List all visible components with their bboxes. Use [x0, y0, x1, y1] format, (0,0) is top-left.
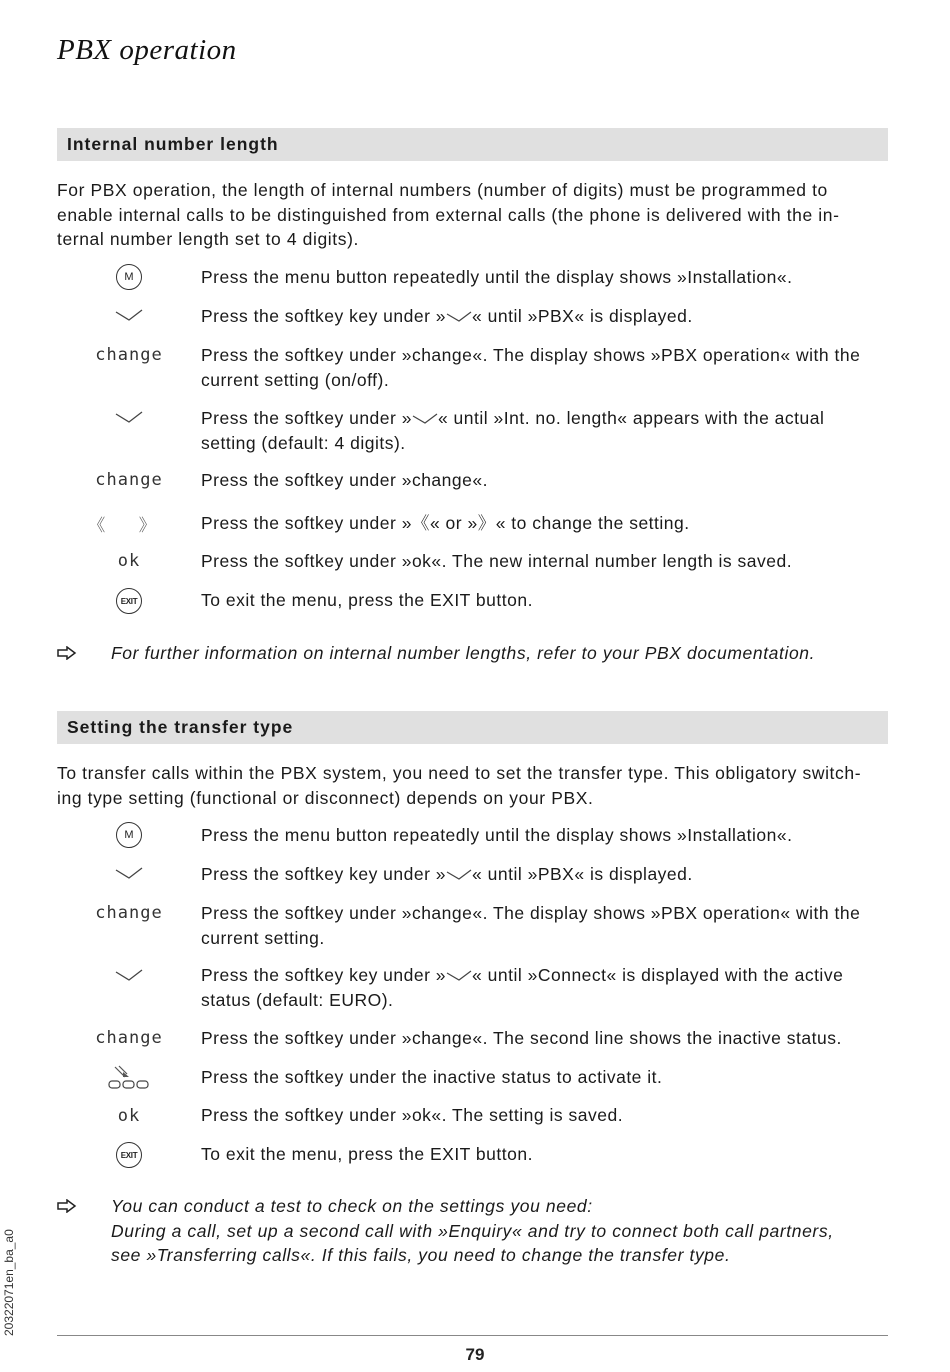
- note-line: During a call, set up a second call with »Enquiry« and try to connect both call partners,: [111, 1220, 834, 1241]
- exit-button-icon: [80, 587, 178, 615]
- note-line: You can conduct a test to check on the settings you need:: [111, 1196, 593, 1216]
- step-text: [201, 588, 891, 613]
- step-text: [201, 862, 891, 887]
- lcd-change-label: [80, 1024, 178, 1052]
- step-text: [201, 343, 891, 392]
- menu-key: M: [116, 822, 142, 848]
- step-text: [201, 304, 891, 329]
- step-line: Press the softkey under »ok«. The new internal number length is saved.: [201, 551, 793, 571]
- step-line: Press the softkey under »change«. The display shows »PBX operation« with the: [201, 345, 861, 365]
- step-line: Press the softkey under the inactive status to activate it.: [201, 1067, 663, 1087]
- step-text: [201, 963, 891, 1012]
- down-check-icon: [80, 404, 178, 432]
- step-text: [201, 468, 891, 493]
- exit-key: EXIT: [116, 1142, 142, 1168]
- lcd-text: change: [95, 345, 163, 365]
- down-check-icon: [80, 860, 178, 888]
- note-text: For further information on internal number lengths, refer to your PBX documentation.: [111, 643, 816, 663]
- menu-button-icon: [80, 263, 178, 291]
- step-line: Press the softkey under »change«. The display shows »PBX operation« with the: [201, 903, 861, 923]
- section-title: Setting the transfer type: [67, 717, 294, 737]
- page-title: PBX operation: [57, 34, 237, 66]
- menu-key: M: [116, 264, 142, 290]
- intro-line: enable internal calls to be distinguished from external calls (the phone is delivered with the in-: [57, 204, 840, 225]
- down-check-icon: [446, 970, 472, 982]
- step-line: current setting (on/off).: [201, 369, 390, 390]
- step-line: Press the softkey key under »: [201, 864, 447, 884]
- step-line: Press the softkey under »change«.: [201, 470, 488, 490]
- step-line: Press the menu button repeatedly until the display shows »Installation«.: [201, 825, 793, 845]
- down-check-icon: [412, 413, 438, 425]
- note-line: see »Transferring calls«. If this fails, you need to change the transfer type.: [111, 1245, 731, 1265]
- double-arrows-icon: [80, 509, 178, 537]
- step-line: « until »PBX« is displayed.: [472, 864, 693, 884]
- step-text: [201, 549, 891, 574]
- exit-button-icon: [80, 1141, 178, 1169]
- menu-button-icon: [80, 821, 178, 849]
- step-line: Press the softkey under »ok«. The setting is saved.: [201, 1105, 624, 1125]
- intro-line: ternal number length set to 4 digits).: [57, 229, 359, 249]
- step-text: [201, 1103, 891, 1128]
- down-check-icon: [80, 302, 178, 330]
- step-line: Press the softkey under »change«. The second line shows the inactive status.: [201, 1028, 842, 1048]
- exit-key: EXIT: [116, 588, 142, 614]
- step-text: [201, 1142, 891, 1167]
- step-text: [201, 823, 891, 848]
- down-check-icon: [80, 962, 178, 990]
- lcd-change-label: [80, 341, 178, 369]
- intro-line: For PBX operation, the length of internal numbers (number of digits) must be programmed to: [57, 180, 828, 200]
- note-text: [111, 1194, 891, 1268]
- intro-line: To transfer calls within the PBX system, you need to set the transfer type. This obligatory switch-: [57, 763, 862, 783]
- section-header-internal-number-length: [57, 128, 888, 161]
- step-line: setting (default: 4 digits).: [201, 432, 406, 453]
- step-line: status (default: EURO).: [201, 989, 394, 1010]
- step-line: Press the softkey under »《« or »》« to change the setting.: [201, 513, 690, 533]
- lcd-change-label: [80, 466, 178, 494]
- lcd-text: change: [95, 903, 163, 923]
- section-title: Internal number length: [67, 134, 279, 154]
- step-text: [201, 511, 891, 536]
- step-text: [201, 1065, 891, 1090]
- step-text: [201, 901, 891, 950]
- note-arrow-icon: [57, 646, 77, 660]
- lcd-text: ok: [117, 1106, 141, 1126]
- step-line: To exit the menu, press the EXIT button.: [201, 590, 533, 610]
- lcd-ok-label: [80, 1102, 178, 1130]
- step-line: Press the softkey under »: [201, 408, 412, 428]
- section1-intro: [57, 178, 877, 252]
- section-header-transfer-type: [57, 711, 888, 744]
- lcd-text: change: [95, 1028, 163, 1048]
- down-check-icon: [446, 869, 472, 881]
- step-line: « until »PBX« is displayed.: [472, 306, 693, 326]
- down-check-icon: [446, 311, 472, 323]
- document-code: 20322071en_ba_a0: [2, 1229, 16, 1336]
- lcd-ok-label: [80, 547, 178, 575]
- lcd-text: ok: [117, 551, 141, 571]
- step-text: [201, 1026, 891, 1051]
- arrows-text: 《 》: [88, 515, 170, 536]
- softkey-press-icon: [80, 1063, 178, 1091]
- step-text: [201, 406, 891, 455]
- section2-intro: [57, 761, 877, 810]
- step-line: To exit the menu, press the EXIT button.: [201, 1144, 533, 1164]
- page-number: 79: [465, 1345, 485, 1364]
- step-line: Press the softkey key under »: [201, 965, 447, 985]
- lcd-change-label: [80, 899, 178, 927]
- footer-divider: [57, 1335, 888, 1336]
- lcd-text: change: [95, 470, 163, 490]
- step-line: « until »Connect« is displayed with the active: [472, 965, 844, 985]
- step-line: « until »Int. no. length« appears with the actual: [437, 408, 825, 428]
- note-arrow-icon: [57, 1199, 77, 1213]
- step-text: [201, 265, 891, 290]
- intro-line: ing type setting (functional or disconnect) depends on your PBX.: [57, 787, 594, 808]
- step-line: Press the softkey key under »: [201, 306, 447, 326]
- step-line: Press the menu button repeatedly until the display shows »Installation«.: [201, 267, 793, 287]
- step-line: current setting.: [201, 927, 325, 948]
